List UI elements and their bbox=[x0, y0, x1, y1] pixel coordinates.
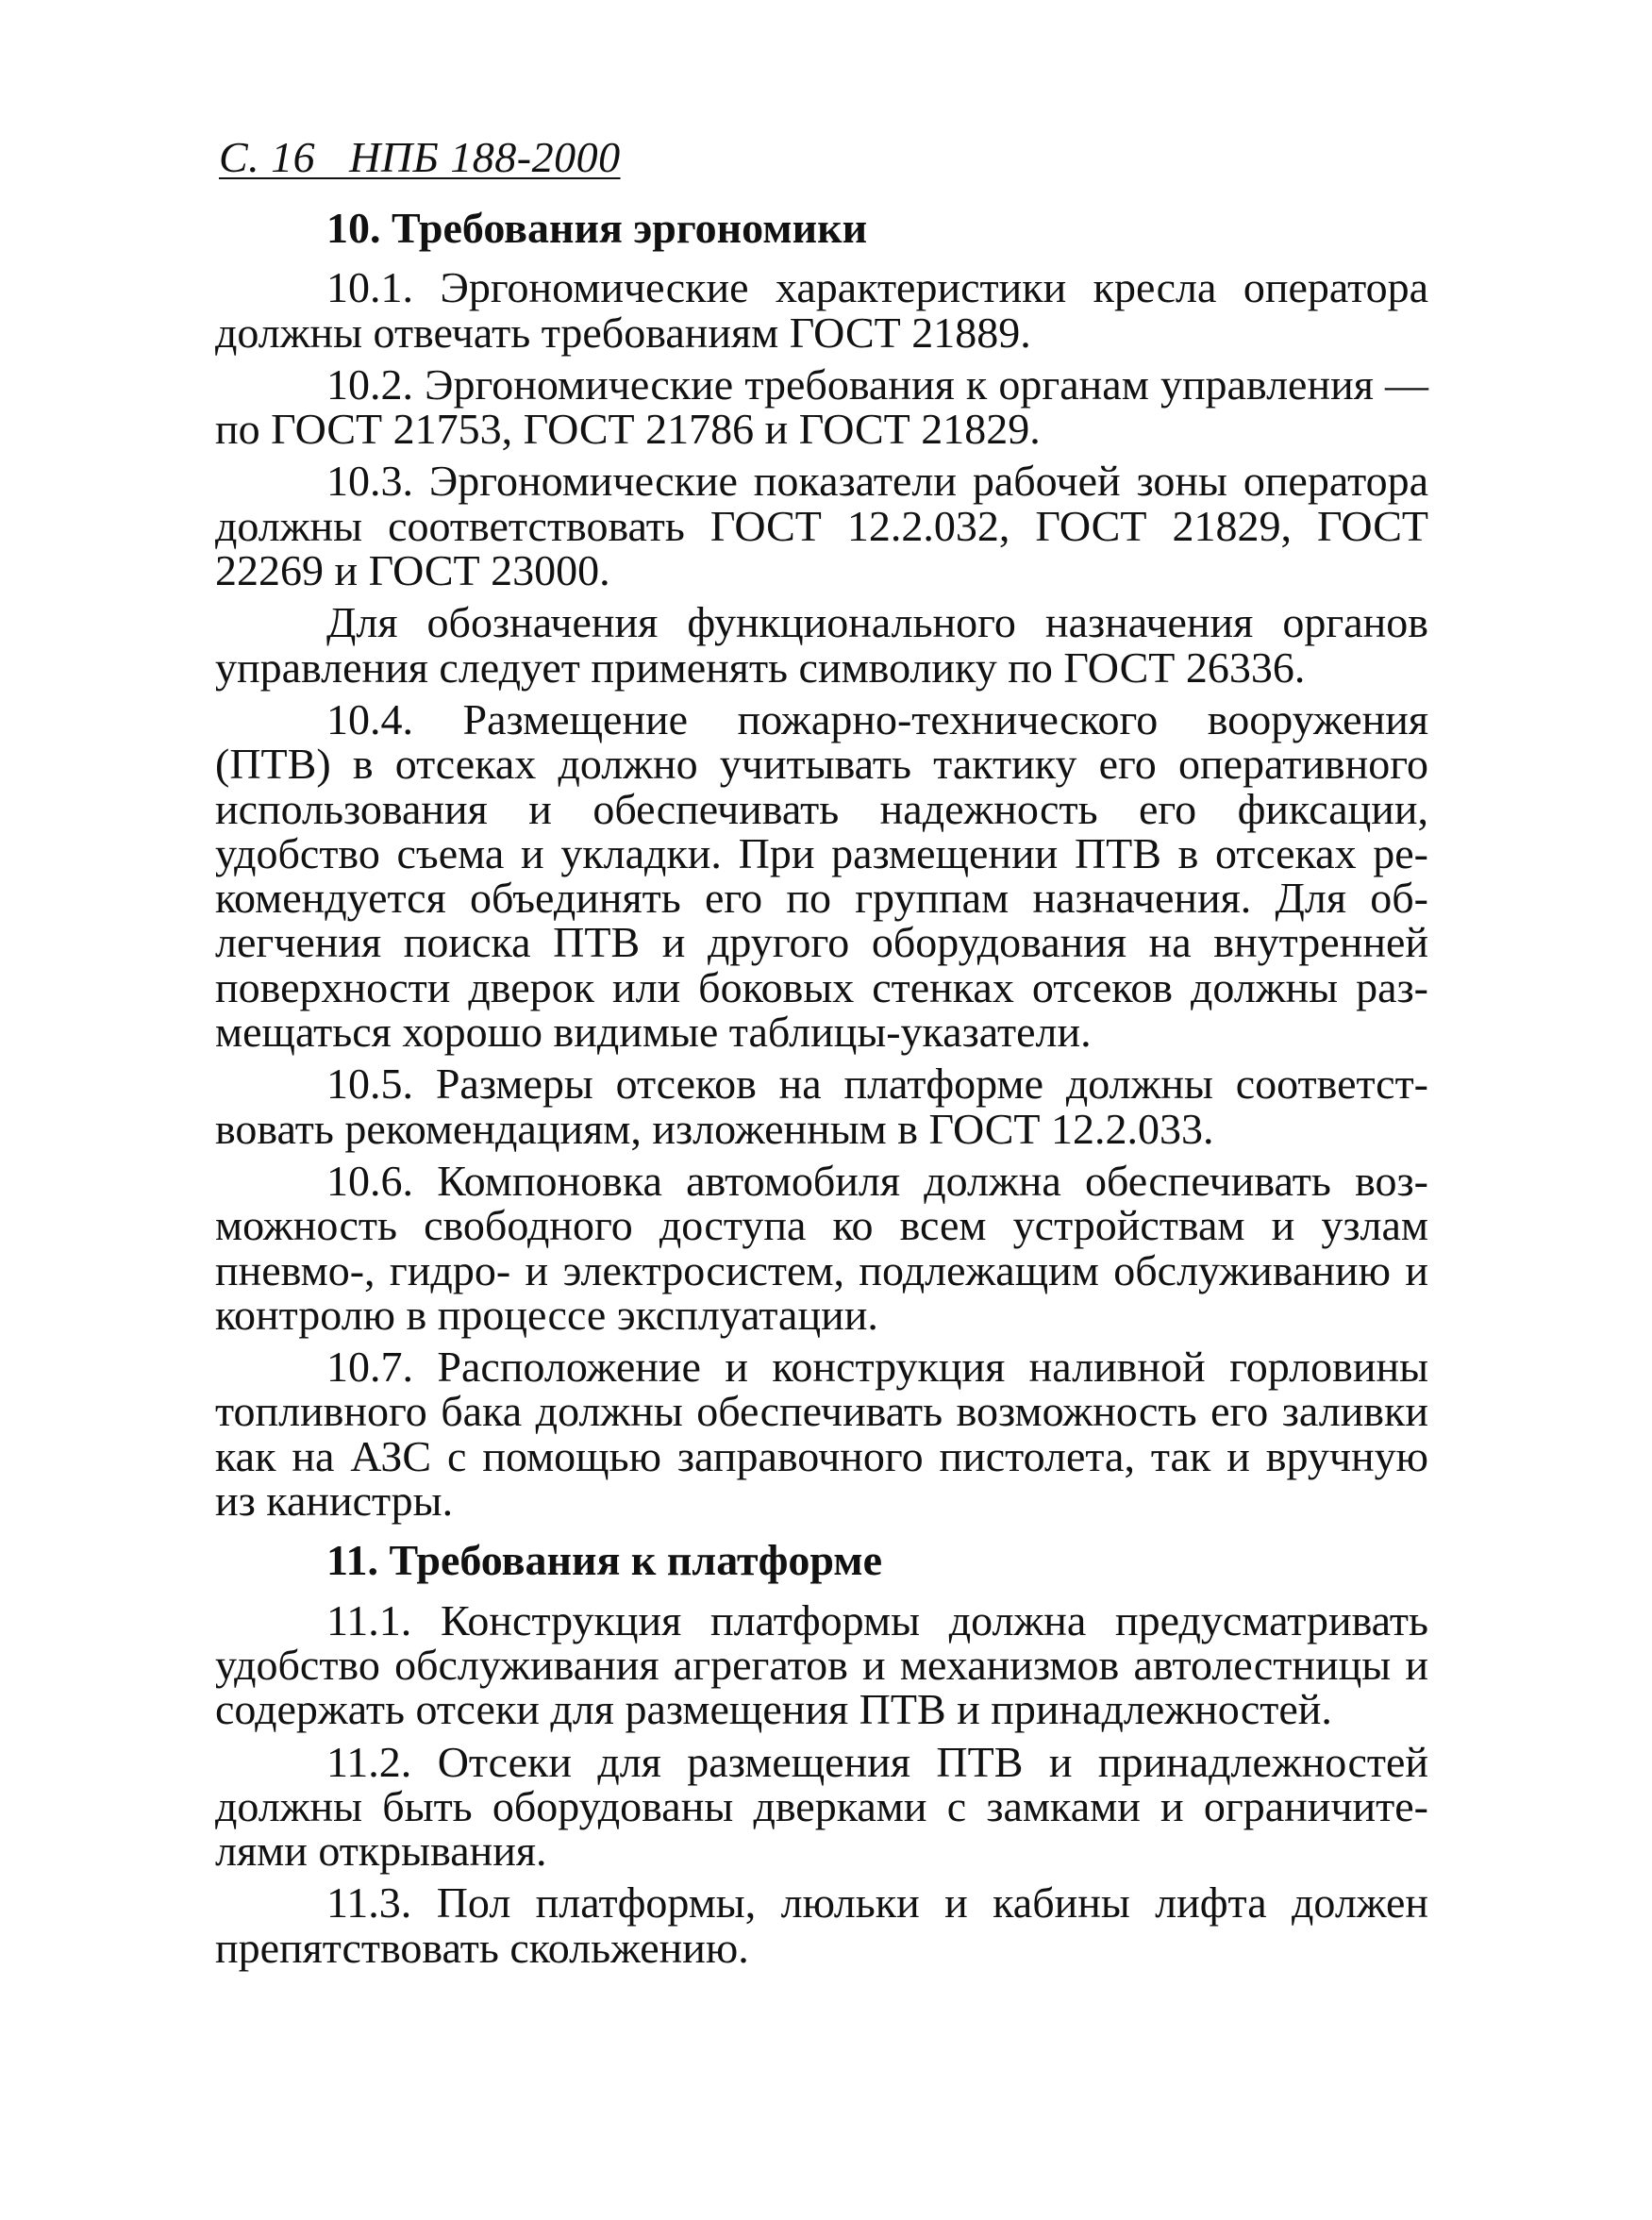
section-heading-ergonomics: 10. Требования эргономики bbox=[326, 204, 868, 252]
paragraph-10-4: 10.4. Размещение пожарно-технического вооружения (ПТВ) в отсеках должно учитывать тактику его оперативного использования и обеспечивать надежность его фиксации, удобство съема и укладки. При размещении ПТВ в отсеках рекомендуется объединять его по группам назначения. Для облегчения поиска ПТВ и другого оборудования на внутренней поверхности дверок или боковых стенках отсеков должны размещаться хорошо видимые таблицы-указатели. bbox=[215, 694, 1428, 1057]
paragraph-10-1: 10.1. Эргономические характеристики кресла оператора должны отвечать требованиям ГОСТ 21889. bbox=[215, 263, 1428, 357]
paragraph-10-6: 10.6. Компоновка автомобиля должна обеспечивать возможность свободного доступа ко всем устройствам и узлам пневмо-, гидро- и электросистем, подлежащим обслуживанию и контролю в процессе эксплуатации. bbox=[215, 1156, 1428, 1339]
page-header: С. 16 НПБ 188-2000 bbox=[219, 133, 621, 181]
section-heading-platform: 11. Требования к платформе bbox=[326, 1536, 883, 1585]
paragraph-11-1: 11.1. Конструкция платформы должна предусматривать удобство обслуживания агрегатов и механизмов автолестницы и содержать отсеки для размещения ПТВ и принадлежностей. bbox=[215, 1595, 1428, 1734]
paragraph-10-3-symbols: Для обозначения функционального назначения органов управления следует применять символику по ГОСТ 26336. bbox=[215, 598, 1428, 692]
paragraph-10-5: 10.5. Размеры отсеков на платформе должны соответствовать рекомендациям, изложенным в ГОСТ 12.2.033. bbox=[215, 1060, 1428, 1153]
paragraph-11-3: 11.3. Пол платформы, люльки и кабины лифта должен препятствовать скольжению. bbox=[215, 1878, 1428, 1972]
document-body bbox=[215, 206, 1428, 1978]
paragraph-10-2: 10.2. Эргономические требования к органам управления — по ГОСТ 21753, ГОСТ 21786 и ГОСТ 21829. bbox=[215, 359, 1428, 454]
paragraph-10-7: 10.7. Расположение и конструкция наливной горловины топливного бака должны обеспечивать возможность его заливки как на АЗС с помощью заправочного пистолета, так и вручную из канистры. bbox=[215, 1343, 1428, 1526]
paragraph-11-2: 11.2. Отсеки для размещения ПТВ и принадлежностей должны быть оборудованы дверками с замками и ограничителями открывания. bbox=[215, 1737, 1428, 1876]
paragraph-10-3: 10.3. Эргономические показатели рабочей зоны оператора должны соответствовать ГОСТ 12.2.032, ГОСТ 21829, ГОСТ 22269 и ГОСТ 23000. bbox=[215, 457, 1428, 595]
